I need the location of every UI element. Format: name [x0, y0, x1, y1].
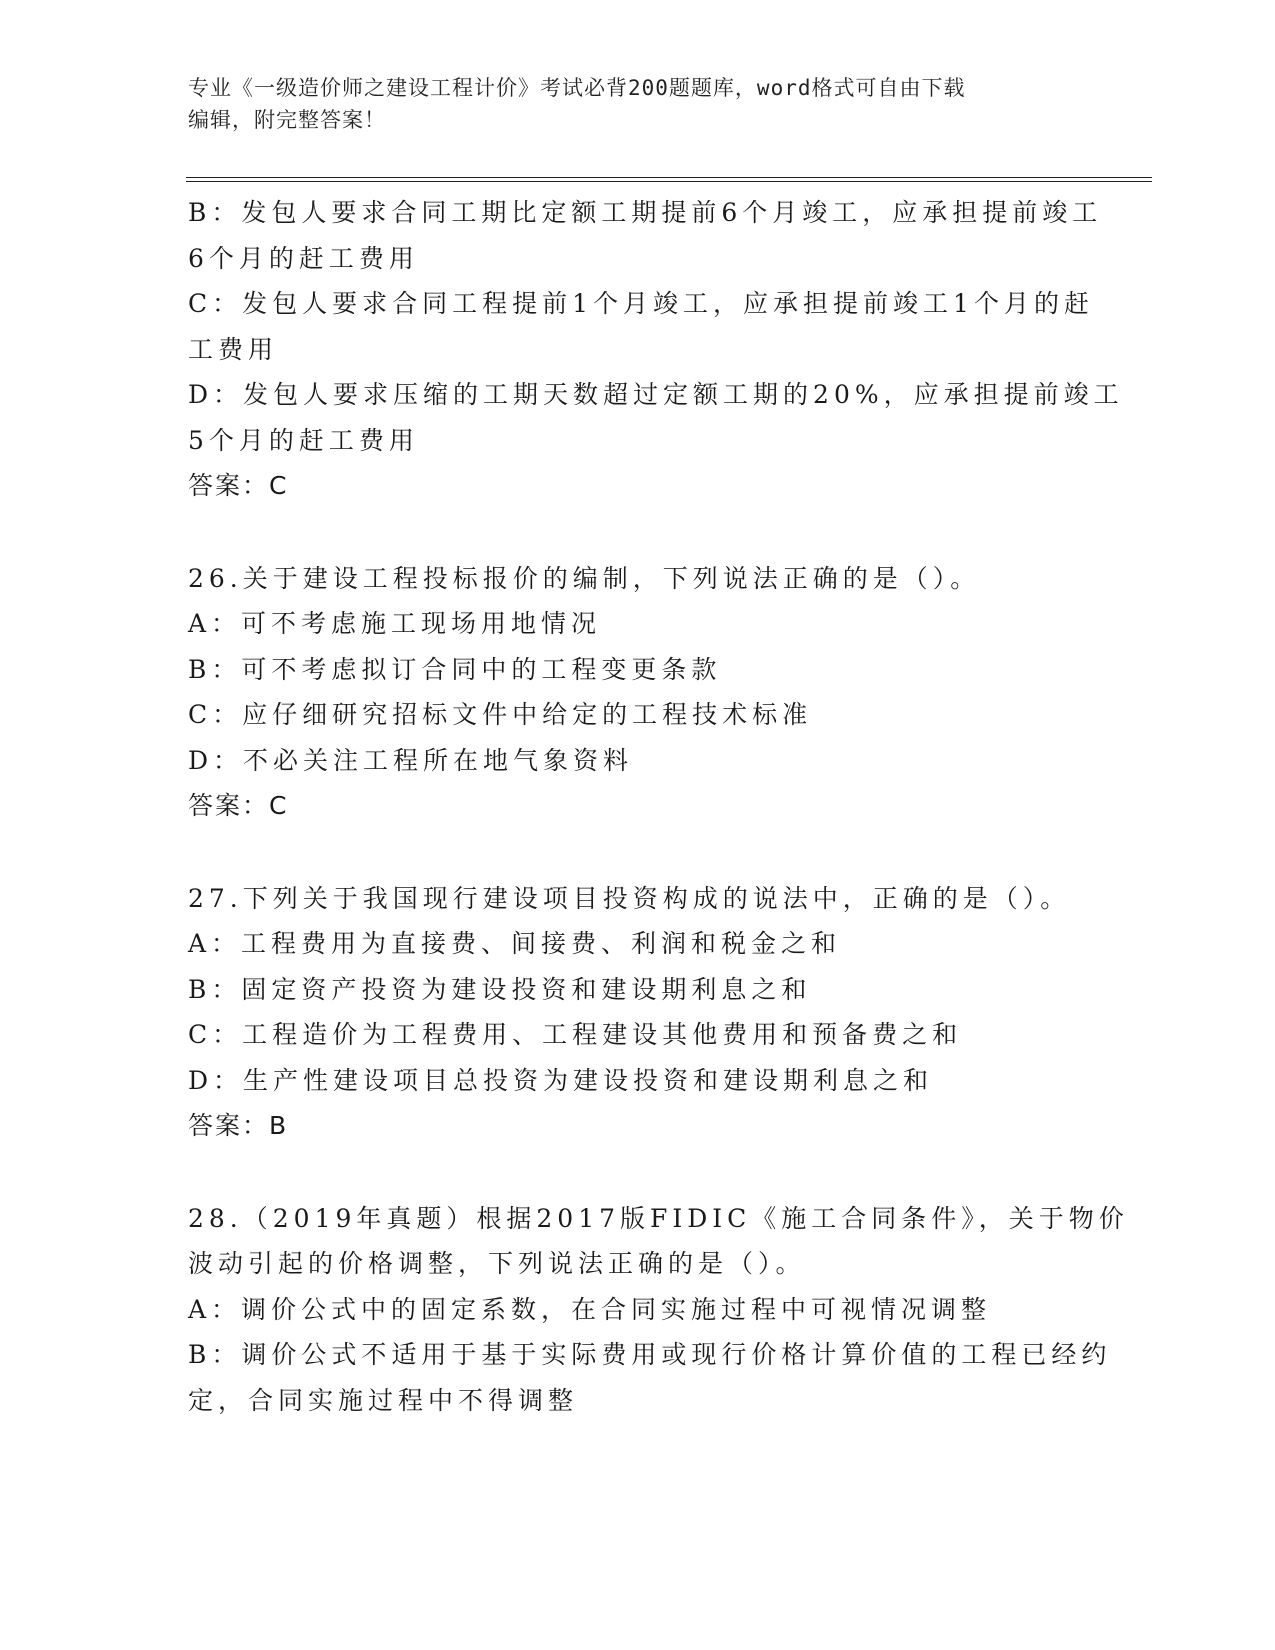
question-27-option-c: C：工程造价为工程费用、工程建设其他费用和预备费之和	[188, 1020, 963, 1049]
document-header	[188, 72, 1068, 136]
question-25-continued	[188, 190, 1124, 509]
question-26-option-d: D：不必关注工程所在地气象资料	[188, 745, 634, 775]
question-28-stem-line-2: 波动引起的价格调整，下列说法正确的是（）。	[188, 1249, 806, 1278]
question-26	[188, 556, 1088, 829]
option-d-line-2: 5个月的赶工费用	[188, 425, 419, 455]
answer-25: 答案：C	[188, 471, 289, 500]
question-content	[188, 190, 1129, 1423]
header-divider	[186, 177, 1152, 182]
question-28-option-b-line-2: 定，合同实施过程中不得调整	[188, 1385, 579, 1415]
option-d-line-1: D：发包人要求压缩的工期天数超过定额工期的20%，应承担提前竣工	[188, 380, 1124, 409]
option-b-line-1: B：发包人要求合同工期比定额工期提前6个月竣工，应承担提前竣工	[188, 198, 1103, 227]
question-27-stem: 27.下列关于我国现行建设项目投资构成的说法中，正确的是（）。	[188, 883, 1071, 913]
question-28-option-b-line-1: B：调价公式不适用于基于实际费用或现行价格计算价值的工程已经约	[188, 1340, 1112, 1369]
question-26-option-b: B：可不考虑拟订合同中的工程变更条款	[188, 654, 722, 684]
question-27-option-d: D：生产性建设项目总投资为建设投资和建设期利息之和	[188, 1065, 934, 1095]
spacer	[188, 829, 1088, 876]
question-28-option-a: A：调价公式中的固定系数，在合同实施过程中可视情况调整	[188, 1294, 992, 1324]
option-b-line-2: 6个月的赶工费用	[188, 243, 419, 273]
answer-27: 答案：B	[188, 1111, 289, 1140]
header-line-2: 编辑，附完整答案！	[188, 108, 386, 132]
option-c-line-2: 工费用	[188, 334, 279, 364]
question-27-option-a: A：工程费用为直接费、间接费、利润和税金之和	[188, 929, 842, 958]
spacer	[188, 1149, 1088, 1196]
question-28	[188, 1196, 1129, 1424]
option-c-line-1: C：发包人要求合同工程提前1个月竣工，应承担提前竣工1个月的赶	[188, 289, 1094, 318]
question-26-option-c: C：应仔细研究招标文件中给定的工程技术标准	[188, 700, 813, 729]
spacer	[188, 509, 1088, 556]
question-28-stem-line-1: 28.（2019年真题）根据2017版FIDIC《施工合同条件》，关于物价	[188, 1203, 1129, 1233]
question-26-option-a: A：可不考虑施工现场用地情况	[188, 609, 602, 638]
header-line-1: 专业《一级造价师之建设工程计价》考试必背200题题库，word格式可自由下载	[188, 76, 966, 100]
question-27-option-b: B：固定资产投资为建设投资和建设期利息之和	[188, 974, 812, 1004]
question-27	[188, 876, 1088, 1149]
question-26-stem: 26.关于建设工程投标报价的编制，下列说法正确的是（）。	[188, 563, 981, 593]
answer-26: 答案：C	[188, 791, 289, 820]
